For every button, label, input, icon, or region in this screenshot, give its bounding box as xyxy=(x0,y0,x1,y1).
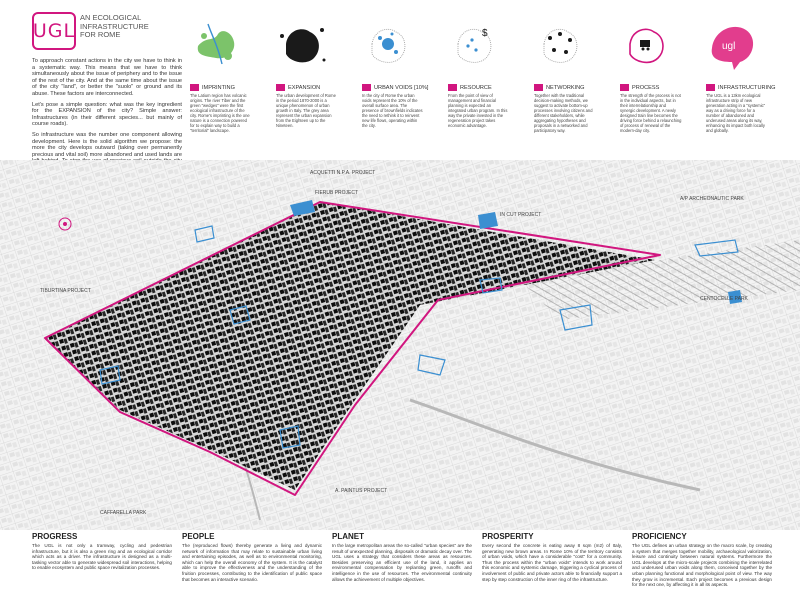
phase-resource xyxy=(448,84,510,128)
phase-title: PROCESS xyxy=(632,84,660,91)
principle-people xyxy=(182,532,322,582)
principle-proficiency xyxy=(632,532,772,588)
phase-infrastructuring xyxy=(706,84,776,133)
ugl-bubble-label: ugl xyxy=(722,41,736,52)
map-label: ACQUETTI N.P.A. Project xyxy=(310,170,376,176)
phase-text: From the point of view of management and financial planning is expected an integrated urban program. In this way the private invested in the regeneration project takes economic advantage. xyxy=(448,93,508,128)
ugl-logo: UGL xyxy=(32,12,76,50)
phase-text: The Latium region has volcanic origins. The river Tiber and the green "wedges" were the first ecological infrastructure of the city. Rome's imprinting is the one nature is a connection powered for to explain way to build a "territorial" landscape. xyxy=(190,93,250,133)
process-icon xyxy=(618,16,674,72)
dollar-icon: $ xyxy=(482,28,488,39)
phase-title: IMPRINTING xyxy=(202,84,235,91)
phase-marker xyxy=(534,84,543,91)
phase-title: URBAN VOIDS [10%] xyxy=(374,84,429,91)
principle-planet xyxy=(332,532,472,582)
phase-marker xyxy=(276,84,285,91)
phase-text: The urban development of Rome in the period 1870-2000 is a unique phenomenon of urban growth in Italy. The grey area represent the urban expansion from the Eighteen up to the Nineteen. xyxy=(276,93,336,128)
map-label: CAFFARELLA PARK xyxy=(100,510,147,516)
principle-text: The (reproduced flows) thereby generate a living and dynamic network of information that may relate to sustainable urban living and entertaining episodes, as well as to environmental monitoring, which can help the overall economy of the system. It is the catalyst able to improve the effectiveness and the understanding of the fruition processes, contributing to the identification of public space that becomes an interactive scenario. xyxy=(182,543,322,582)
phase-text: The UGL is a 13km ecological infrastructure strip of new generation acting in a "systemic" way as a driving force for a number of abandoned and underused areas along its way, enhancing its impact both locally and globally. xyxy=(706,93,766,133)
phase-title: INFRASTRUCTURING xyxy=(718,84,776,91)
phase-networking xyxy=(534,84,596,133)
resource-icon xyxy=(446,16,502,72)
subtitle: AN ECOLOGICAL INFRASTRUCTURE FOR ROME xyxy=(80,13,149,39)
principle-title: PLANET xyxy=(332,532,364,541)
phase-marker xyxy=(620,84,629,91)
urban-voids-icon xyxy=(360,16,416,72)
phase-text: The strength of the process is not in the individual aspects, but in their interrelationship and synergic development. A newly designed train line becomes the driving force behind a relaunching of process of renewal of the modern-day city. xyxy=(620,93,682,133)
phase-expansion xyxy=(276,84,338,128)
principle-title: PROGRESS xyxy=(32,532,78,541)
phase-imprinting xyxy=(190,84,252,133)
phase-title: EXPANSION xyxy=(288,84,321,91)
map-label: FIERUB Project xyxy=(315,190,359,196)
phase-text: In the city of Rome the urban voids represent the 10% of the overall surface area. The presence of brownfields indicates the need to rethink it to reinvent new life flows, operating within the city. xyxy=(362,93,423,128)
principle-title: PROSPERITY xyxy=(482,532,534,541)
phase-title: RESOURCE xyxy=(460,84,492,91)
map-label: A. PAINTUS Project xyxy=(335,488,388,494)
expansion-icon xyxy=(274,16,330,72)
map-label: A/P ARCHEONAUTIC Park xyxy=(680,196,744,202)
phase-icon-row xyxy=(182,16,782,86)
principle-text: The UGL is not only a tramway, cycling and pedestrian infrastructure, but it is also a green ring and an ecological corridor which acts as a driver. The infrastructure is designed as a multi-tasking vector able to generate widespread soil interactions, helping to enable ecosystem and public space revitalization processes. xyxy=(32,543,172,571)
infrastructuring-icon xyxy=(704,16,760,72)
map-label: IN CUT Project xyxy=(500,212,542,218)
imprinting-icon xyxy=(188,16,244,72)
phase-title: NETWORKING xyxy=(546,84,585,91)
principle-text: In the large metropolitan areas the so-called "urban species" are the result of unexpected planning, disposals or dramatic decay over. The UGL uses a strategy that considers these areas as resources. Besides preserving an efficient use of the land, it applies an environmental compensation by replanting green, runoffs and intelligence in the use of resources. The environmental continuity allows the achievement of multiple objectives. xyxy=(332,543,472,582)
phase-marker xyxy=(190,84,199,91)
networking-icon xyxy=(532,16,588,72)
map-label: CENTOCELLE PARK xyxy=(700,296,748,302)
map-label: Tiburtina Project xyxy=(40,288,91,294)
intro-paragraph: So infrastructure was the number one component allowing development. Here is the solid algorithm we propose: the more the city develops outward (taking over permanently precious and vital soil) more abandoned and used lands are xyxy=(32,131,182,158)
five-principles xyxy=(32,532,772,596)
location-marker-dot xyxy=(63,222,67,226)
axonometric-city-map xyxy=(0,160,800,530)
urban-void xyxy=(478,212,498,229)
phase-marker xyxy=(362,84,371,91)
phase-marker xyxy=(706,84,715,91)
phase-text: Together with the traditional decision-making methods, we suggest to activate bottom-up processes involving citizens and different stakeholders, while aggregating hypotheses and proposals in a networked and participatory way. xyxy=(534,93,593,133)
phase-urban-voids xyxy=(362,84,429,128)
principle-progress xyxy=(32,532,172,571)
principle-text: The UGL defines an urban strategy on the macro scale, by creating a system that merges together mobility, archaeological valorization, leisure and continuity between natural systems. Furthermore the UGL develops at the micro-scale projects combining the interrelated and underused urban voids along them, conceived together by the urban planning functional and morphological point of view. The way they grow is incremental. Each project becomes a previous design for the next one, by affecting it in all its aspects. xyxy=(632,543,772,588)
principle-prosperity xyxy=(482,532,622,582)
principle-title: PROFICIENCY xyxy=(632,532,687,541)
principle-text: Every second the concrete is eating away 8 sqm (m2) of Italy, generating new brown areas. In Rome 10% of the territory consists of urban voids, which have a considerable "cost" for a community. Thus the process within the "urban voids" intends to work around this economic and systemic damage, triggering a cyclical process of involvement of public and private actors able to financially support a step by step construction of the inner ring of the infrastructure. xyxy=(482,543,622,582)
principle-title: PEOPLE xyxy=(182,532,215,541)
phase-marker xyxy=(448,84,457,91)
phase-process xyxy=(620,84,682,133)
phase-descriptions xyxy=(190,84,790,164)
intro-paragraph: To approach constant actions in the city we have to think in a systematic way. This means that we have to think simultaneously about the issue of periphery and to the issue of the rest of the city. And at the same time about the issue of the city "land", or better the "suolo" or ground and its abuse. These factors are interconnected. xyxy=(32,58,182,97)
intro-paragraph: Let's pose a simple question: what was the key ingredient for the EXPANSION of the city? Simple answer: Infrastructures (in their different species... but mainly of course roads). xyxy=(32,101,182,128)
